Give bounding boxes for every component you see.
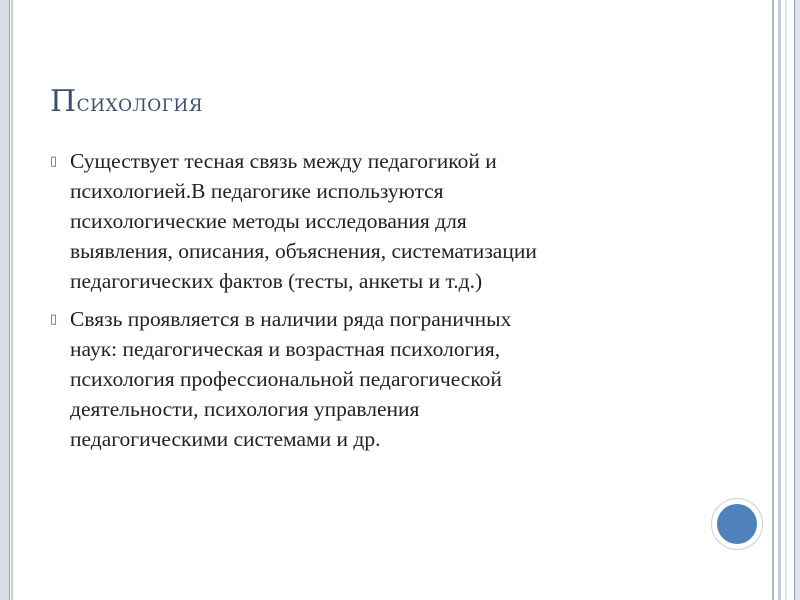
bullet-line: педагогических фактов (тесты, анкеты и т.д.) (70, 269, 483, 293)
slide-title (50, 84, 203, 119)
left-frame-line (11, 0, 13, 600)
bullet-line: выявления, описания, объяснения, систематизации (70, 239, 537, 263)
bullet-item (50, 304, 670, 454)
bullet-line: психология профессиональной педагогической (70, 367, 502, 391)
bullet-line: педагогическими системами и др. (70, 427, 381, 451)
bullet-line: Связь проявляется в наличии ряда пограничных (70, 307, 512, 331)
bullet-line: деятельности, психология управления (70, 397, 420, 421)
right-frame-line (785, 0, 787, 600)
bullet-line: психологические методы исследования для (70, 209, 467, 233)
slide-title-initial: П (50, 84, 77, 119)
bullet-line: психологией.В педагогике используются (70, 179, 444, 203)
square-bullet-icon: ▯ (50, 312, 58, 327)
bullet-list (50, 146, 670, 462)
bullet-line: Существует тесная связь между педагогикой и (70, 149, 497, 173)
bullet-item (50, 146, 670, 296)
left-frame-border (0, 0, 10, 600)
circle-decoration (712, 499, 762, 549)
bullet-line: наук: педагогическая и возрастная психология, (70, 337, 501, 361)
bullet-text (70, 146, 537, 296)
right-frame-border (794, 0, 800, 600)
square-bullet-icon: ▯ (50, 154, 58, 169)
slide-title-rest: сихология (76, 89, 203, 117)
bullet-text (70, 304, 511, 454)
right-frame-line (778, 0, 781, 600)
right-frame-line (772, 0, 774, 600)
